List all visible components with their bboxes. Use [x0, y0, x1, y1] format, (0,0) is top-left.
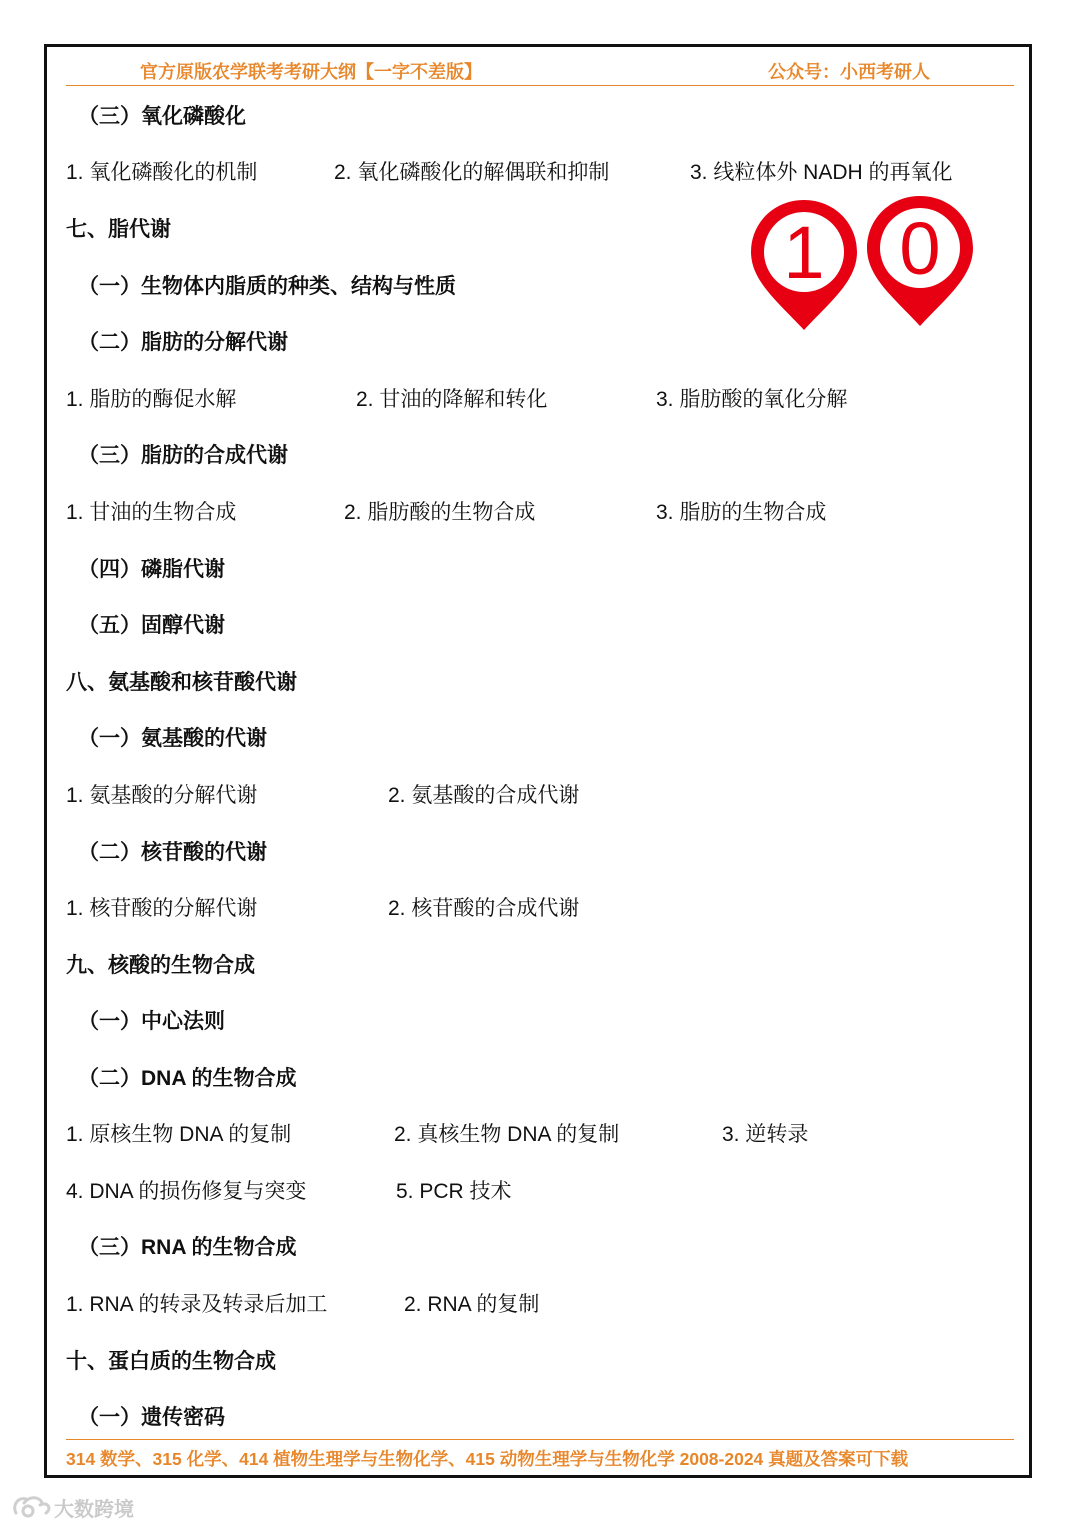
subsection-heading: （二）DNA 的生物合成 [78, 1067, 297, 1090]
outline-item-row [66, 158, 1016, 188]
outline-item: 1. RNA 的转录及转录后加工 [66, 1293, 328, 1316]
section-heading: 十、蛋白质的生物合成 [66, 1350, 276, 1373]
outline-item-row [66, 1120, 1016, 1150]
subsection-heading: （一）中心法则 [78, 1010, 225, 1033]
outline-item-row [66, 894, 1016, 924]
section-heading: 九、核酸的生物合成 [66, 954, 255, 977]
outline-item: 5. PCR 技术 [396, 1180, 512, 1203]
outline-item: 2. 甘油的降解和转化 [356, 388, 548, 411]
subsection-heading: （三）RNA 的生物合成 [78, 1236, 297, 1259]
subsection-heading: （四）磷脂代谢 [78, 558, 225, 581]
page-number-badge-1 [748, 196, 860, 334]
outline-item: 1. 氨基酸的分解代谢 [66, 784, 258, 807]
outline-item-row [66, 1177, 1016, 1207]
outline-item: 2. 氧化磷酸化的解偶联和抑制 [334, 161, 610, 184]
subsection-heading: （五）固醇代谢 [78, 614, 225, 637]
outline-item-row [66, 385, 1016, 415]
outline-item: 3. 脂肪酸的氧化分解 [656, 388, 848, 411]
outline-item: 2. RNA 的复制 [404, 1293, 540, 1316]
subsection-heading: （三）脂肪的合成代谢 [78, 444, 288, 467]
header-account: 公众号：小西考研人 [768, 62, 930, 82]
outline-item: 2. 核苷酸的合成代谢 [388, 897, 580, 920]
subsection-heading: （一）生物体内脂质的种类、结构与性质 [78, 275, 456, 298]
outline-item: 3. 逆转录 [722, 1123, 809, 1146]
page-number-digit-1: 1 [783, 211, 825, 294]
watermark-logo-icon [10, 1493, 54, 1521]
outline-item: 3. 脂肪的生物合成 [656, 501, 827, 524]
subsection-heading: （二）脂肪的分解代谢 [78, 331, 288, 354]
footer-note: 314 数学、315 化学、414 植物生理学与生物化学、415 动物生理学与生物化学 2008-2024 真题及答案可下载 [66, 1449, 909, 1469]
header-divider [66, 85, 1014, 86]
footer-divider [66, 1439, 1014, 1440]
page-number-badge-2 [864, 192, 976, 330]
subsection-heading: （二）核苷酸的代谢 [78, 841, 267, 864]
outline-item-row [66, 1290, 1016, 1320]
outline-item-row [66, 498, 1016, 528]
outline-item: 3. 线粒体外 NADH 的再氧化 [690, 161, 953, 184]
header-title: 官方原版农学联考考研大纲【一字不差版】 [140, 62, 482, 82]
outline-item: 1. 氧化磷酸化的机制 [66, 161, 258, 184]
outline-item: 2. 真核生物 DNA 的复制 [394, 1123, 620, 1146]
watermark-text: 大数跨境 [54, 1498, 134, 1521]
outline-item-row [66, 781, 1016, 811]
subsection-heading: （三）氧化磷酸化 [78, 105, 246, 128]
outline-item: 1. 核苷酸的分解代谢 [66, 897, 258, 920]
outline-item: 2. 氨基酸的合成代谢 [388, 784, 580, 807]
outline-item: 2. 脂肪酸的生物合成 [344, 501, 536, 524]
section-heading: 八、氨基酸和核苷酸代谢 [66, 671, 297, 694]
subsection-heading: （一）氨基酸的代谢 [78, 727, 267, 750]
outline-item: 4. DNA 的损伤修复与突变 [66, 1180, 307, 1203]
outline-item: 1. 脂肪的酶促水解 [66, 388, 237, 411]
outline-item: 1. 甘油的生物合成 [66, 501, 237, 524]
page-number-digit-2: 0 [899, 207, 941, 290]
subsection-heading: （一）遗传密码 [78, 1406, 225, 1429]
outline-item: 1. 原核生物 DNA 的复制 [66, 1123, 292, 1146]
section-heading: 七、脂代谢 [66, 218, 171, 241]
watermark [10, 1492, 134, 1522]
